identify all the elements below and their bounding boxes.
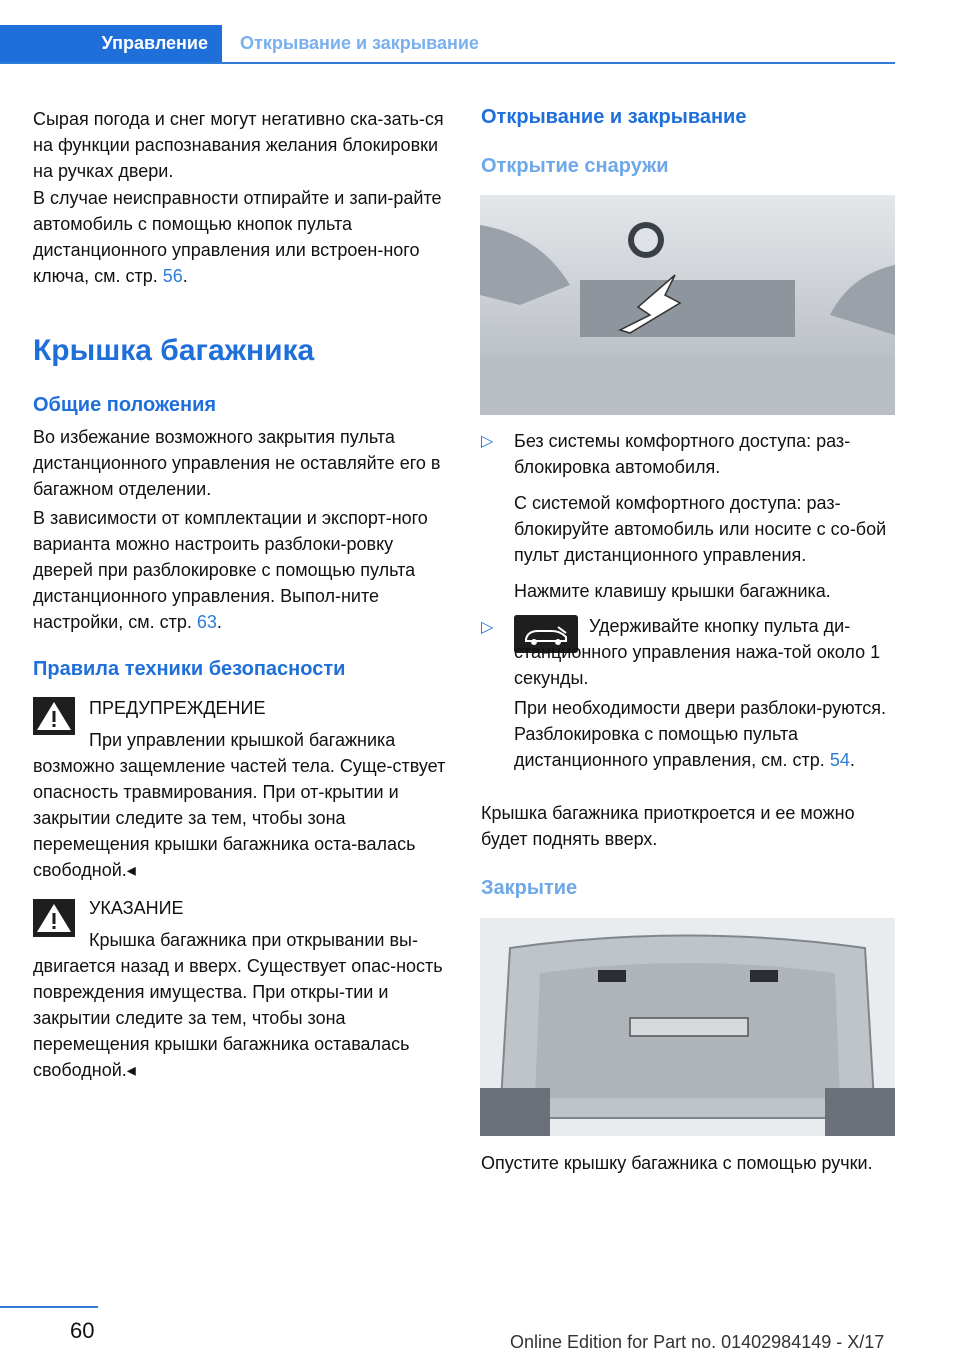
tab-opening-closing[interactable]: Открывание и закрывание [240,33,479,53]
tab-control[interactable]: Управление [0,25,222,62]
warning1-title: ПРЕДУПРЕЖДЕНИЕ [89,698,266,718]
footer-line [0,1306,98,1308]
trunk-interior-image [480,918,895,1136]
page-link-54[interactable]: 54 [829,750,850,770]
bullet-1 [514,428,899,604]
bullet-1-c: Нажмите клавишу крышки багажника. [514,581,831,601]
trunk-exterior-image [480,195,895,415]
heading-trunk: Крышка багажника [33,334,315,367]
page-link-56[interactable]: 56 [162,266,183,286]
paragraph-remote-warning: Во избежание возможного закрытия пульта дистанционного управления не оставляйте его в багажном отделении. [33,427,441,499]
left-general [33,424,453,502]
header-bar [0,0,895,64]
heading-open-close: Открывание и закрывание [481,106,747,128]
bullet-1-a: Без системы комфортного доступа: раз-блокировка автомобиля. [514,431,851,477]
heading-close: Закрытие [481,877,578,899]
paragraph-malfunction: В случае неисправности отпирайте и запи-райте автомобиль с помощью кнопок пульта дистанционного управления или встроен-ного ключа, см. стр. 56. [33,188,442,286]
heading-safety: Правила техники безопасности [33,658,346,680]
notice-title: УКАЗАНИЕ [89,898,184,918]
left-intro [33,106,453,184]
left-settings [33,505,453,635]
bullet-2-b: При необходимости двери разблоки-руются. Разблокировка с помощью пульта дистанционного управления, см. стр. 54. [514,698,886,770]
bullet-1-icon: ▷ [481,433,494,450]
page-number: 60 [70,1318,95,1343]
left-intro-2 [33,185,453,289]
page-link-63[interactable]: 63 [196,612,217,632]
paragraph-close-instruction: Опустите крышку багажника с помощью ручки. [481,1153,873,1173]
paragraph-weather: Сырая погода и снег могут негативно ска-зать-ся на функции распознавания желания блокировки на ручках двери. [33,109,444,181]
warning1-text: При управлении крышкой багажника возможно защемление частей тела. Суще-ствует опасность травмирования. При от-крытии и закрытии следите за тем, чтобы зона перемещения крышки багажника оста-валась свободной.◂ [33,730,446,880]
heading-open-outside: Открытие снаружи [481,155,669,177]
paragraph-trunk-opens: Крышка багажника приоткроется и ее можно будет поднять вверх. [481,803,855,849]
bullet-2-a: Удерживайте кнопку пульта ди-станционного управления нажа-той около 1 секунды. [514,616,881,688]
bullet-2-icon: ▷ [481,619,494,636]
notice-text: Крышка багажника при открывании вы-двигается назад и вверх. Существует опас-ность повреждения имущества. При откры-тии и закрытии следите за тем, чтобы зона перемещения крышки багажника оставалась свободной.◂ [33,930,443,1080]
paragraph-settings: В зависимости от комплектации и экспорт-ного варианта можно настроить разблоки-ровку дверей при разблокировке с помощью пульта дистанционного управления. Выпол-ните настройки, см. стр. 63. [33,508,428,632]
bullet-1-b: С системой комфортного доступа: раз-блокируйте автомобиль или носите с со-бой пульт дистанционного управления. [514,493,887,565]
heading-general: Общие положения [33,394,217,416]
footer-edition: Online Edition for Part no. 01402984149 - X/17 [510,1332,885,1352]
